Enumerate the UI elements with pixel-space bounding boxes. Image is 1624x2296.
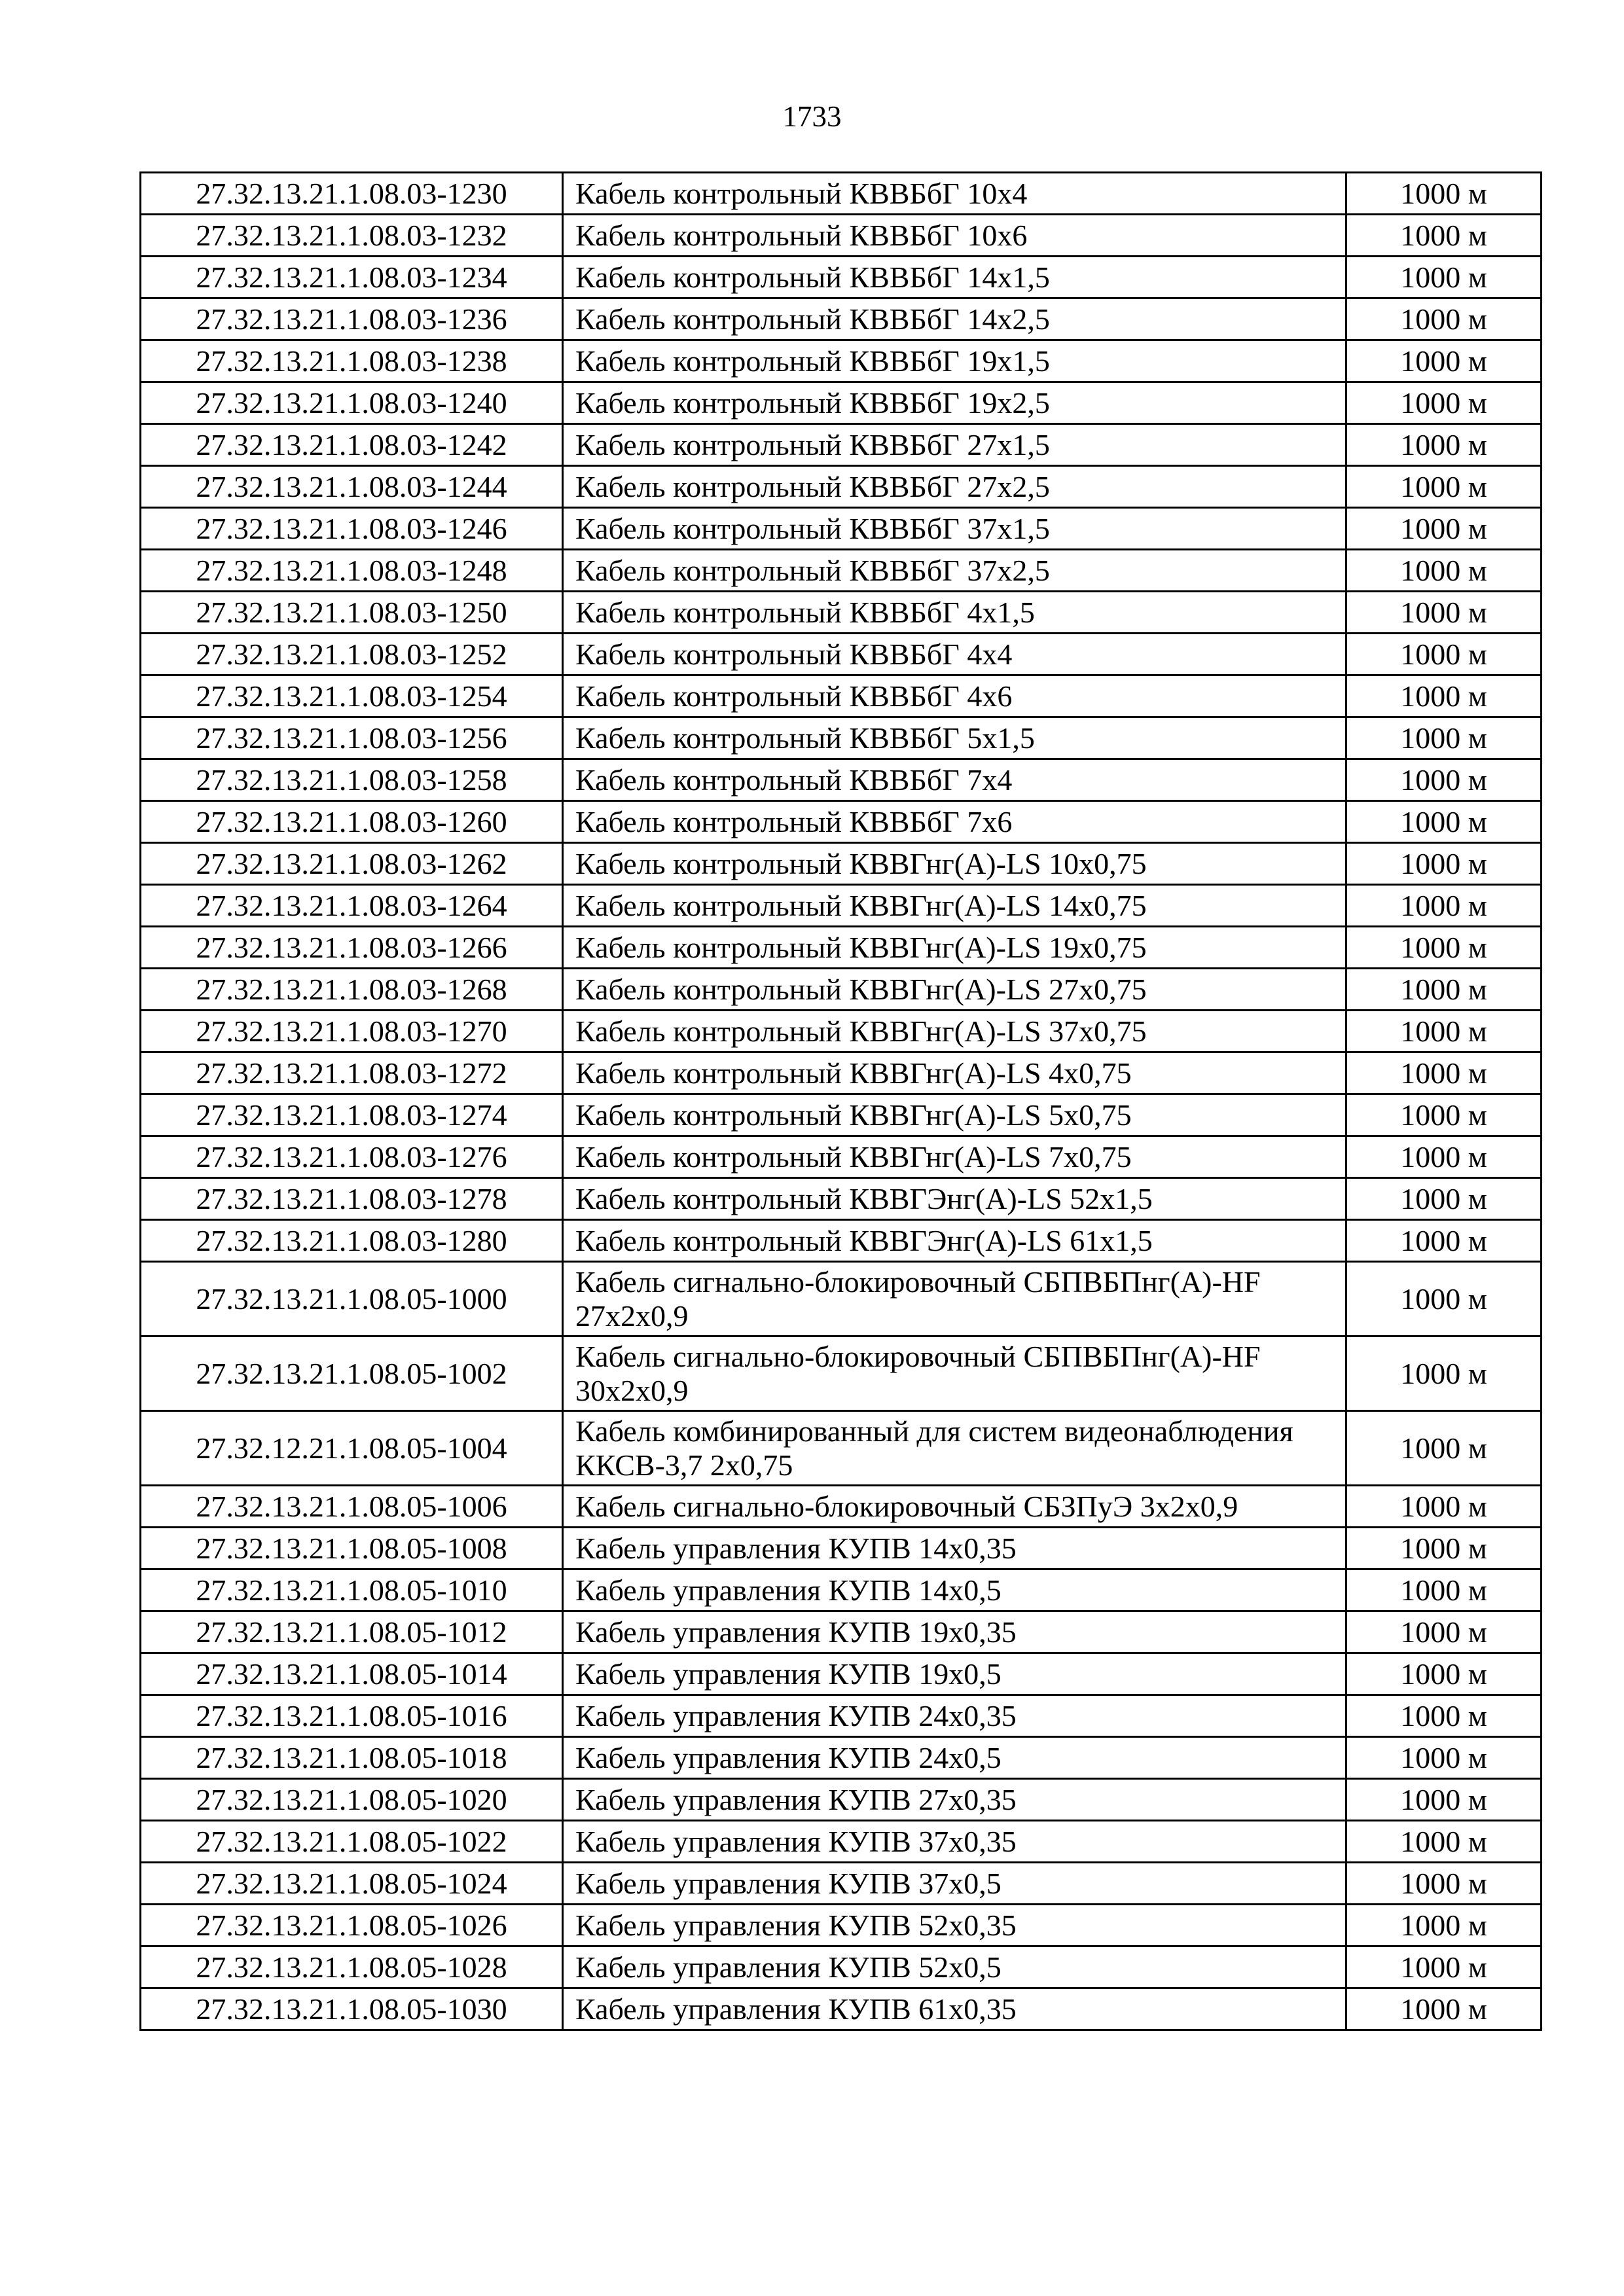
unit-cell: 1000 м: [1346, 1988, 1542, 2030]
unit-cell: 1000 м: [1346, 1821, 1542, 1863]
unit-cell: 1000 м: [1346, 927, 1542, 969]
resource-code-cell: 27.32.13.21.1.08.05-1014: [141, 1653, 563, 1695]
table-row: [141, 592, 1542, 634]
table-row: [141, 1486, 1542, 1528]
unit-cell: 1000 м: [1346, 843, 1542, 885]
resource-code-cell: 27.32.13.21.1.08.03-1260: [141, 801, 563, 843]
table-row: [141, 340, 1542, 382]
unit-cell: 1000 м: [1346, 424, 1542, 466]
table-row: [141, 1136, 1542, 1178]
resource-name-cell: Кабель контрольный КВВГнг(А)-LS 27х0,75: [563, 969, 1346, 1011]
resource-code-cell: 27.32.13.21.1.08.03-1256: [141, 717, 563, 759]
resource-code-cell: 27.32.12.21.1.08.05-1004: [141, 1411, 563, 1486]
table-row: [141, 382, 1542, 424]
unit-cell: 1000 м: [1346, 340, 1542, 382]
resource-name-cell: Кабель комбинированный для систем видеонаблюдения ККСВ-3,7 2х0,75: [563, 1411, 1346, 1486]
resource-name-cell: Кабель контрольный КВВГнг(А)-LS 10х0,75: [563, 843, 1346, 885]
resource-name-cell: Кабель управления КУПВ 37х0,35: [563, 1821, 1346, 1863]
table-row: [141, 1946, 1542, 1988]
table-row: [141, 634, 1542, 675]
unit-cell: 1000 м: [1346, 257, 1542, 298]
resource-name-cell: Кабель контрольный КВВБбГ 27х1,5: [563, 424, 1346, 466]
unit-cell: 1000 м: [1346, 1779, 1542, 1821]
table-row: [141, 1863, 1542, 1905]
table-row: [141, 843, 1542, 885]
resource-code-cell: 27.32.13.21.1.08.03-1272: [141, 1052, 563, 1094]
table-row: [141, 1611, 1542, 1653]
resource-name-cell: Кабель управления КУПВ 19х0,5: [563, 1653, 1346, 1695]
resource-name-cell: Кабель контрольный КВВБбГ 4х4: [563, 634, 1346, 675]
resource-name-cell: Кабель контрольный КВВБбГ 19х2,5: [563, 382, 1346, 424]
table-row: [141, 1570, 1542, 1611]
resource-code-cell: 27.32.13.21.1.08.05-1008: [141, 1528, 563, 1570]
resource-code-cell: 27.32.13.21.1.08.05-1002: [141, 1336, 563, 1411]
resource-code-cell: 27.32.13.21.1.08.05-1026: [141, 1905, 563, 1946]
resource-name-cell: Кабель управления КУПВ 14х0,5: [563, 1570, 1346, 1611]
resource-code-cell: 27.32.13.21.1.08.03-1246: [141, 508, 563, 550]
resource-code-cell: 27.32.13.21.1.08.03-1244: [141, 466, 563, 508]
resource-name-cell: Кабель контрольный КВВБбГ 14х2,5: [563, 298, 1346, 340]
table-row: [141, 257, 1542, 298]
table-row: [141, 1695, 1542, 1737]
resource-code-cell: 27.32.13.21.1.08.03-1266: [141, 927, 563, 969]
unit-cell: 1000 м: [1346, 717, 1542, 759]
table-row: [141, 969, 1542, 1011]
resource-code-cell: 27.32.13.21.1.08.05-1028: [141, 1946, 563, 1988]
resource-name-cell: Кабель контрольный КВВГЭнг(А)-LS 61х1,5: [563, 1220, 1346, 1262]
unit-cell: 1000 м: [1346, 1411, 1542, 1486]
resource-name-cell: Кабель контрольный КВВБбГ 4х6: [563, 675, 1346, 717]
table-row: [141, 1528, 1542, 1570]
resource-code-cell: 27.32.13.21.1.08.03-1252: [141, 634, 563, 675]
unit-cell: 1000 м: [1346, 1611, 1542, 1653]
resource-name-cell: Кабель управления КУПВ 14х0,35: [563, 1528, 1346, 1570]
table-row: [141, 1262, 1542, 1336]
table-row: [141, 1220, 1542, 1262]
resource-code-cell: 27.32.13.21.1.08.03-1238: [141, 340, 563, 382]
resource-name-cell: Кабель контрольный КВВБбГ 27х2,5: [563, 466, 1346, 508]
unit-cell: 1000 м: [1346, 466, 1542, 508]
table-row: [141, 1737, 1542, 1779]
unit-cell: 1000 м: [1346, 634, 1542, 675]
unit-cell: 1000 м: [1346, 1946, 1542, 1988]
resource-code-cell: 27.32.13.21.1.08.03-1232: [141, 215, 563, 257]
resource-name-cell: Кабель контрольный КВВГнг(А)-LS 19х0,75: [563, 927, 1346, 969]
table-row: [141, 466, 1542, 508]
resource-code-cell: 27.32.13.21.1.08.03-1242: [141, 424, 563, 466]
resource-name-cell: Кабель контрольный КВВБбГ 19х1,5: [563, 340, 1346, 382]
resource-name-cell: Кабель контрольный КВВБбГ 7х6: [563, 801, 1346, 843]
resource-code-cell: 27.32.13.21.1.08.05-1020: [141, 1779, 563, 1821]
resource-name-cell: Кабель сигнально-блокировочный СБЗПуЭ 3х2х0,9: [563, 1486, 1346, 1528]
unit-cell: 1000 м: [1346, 173, 1542, 215]
table-row: [141, 1052, 1542, 1094]
resource-name-cell: Кабель контрольный КВВГнг(А)-LS 14х0,75: [563, 885, 1346, 927]
table-row: [141, 1011, 1542, 1052]
resource-name-cell: Кабель управления КУПВ 61х0,35: [563, 1988, 1346, 2030]
resource-code-cell: 27.32.13.21.1.08.03-1254: [141, 675, 563, 717]
page-number: 1733: [782, 100, 842, 133]
table-row: [141, 1653, 1542, 1695]
table-row: [141, 1411, 1542, 1486]
unit-cell: 1000 м: [1346, 298, 1542, 340]
resource-code-cell: 27.32.13.21.1.08.03-1250: [141, 592, 563, 634]
resource-name-cell: Кабель контрольный КВВГнг(А)-LS 5х0,75: [563, 1094, 1346, 1136]
unit-cell: 1000 м: [1346, 675, 1542, 717]
unit-cell: 1000 м: [1346, 1262, 1542, 1336]
resource-name-cell: Кабель управления КУПВ 24х0,35: [563, 1695, 1346, 1737]
resource-name-cell: Кабель контрольный КВВБбГ 4х1,5: [563, 592, 1346, 634]
resource-code-cell: 27.32.13.21.1.08.05-1010: [141, 1570, 563, 1611]
resource-code-cell: 27.32.13.21.1.08.03-1240: [141, 382, 563, 424]
table-row: [141, 298, 1542, 340]
resource-name-cell: Кабель сигнально-блокировочный СБПВБПнг(А)-HF 30х2х0,9: [563, 1336, 1346, 1411]
resource-code-cell: 27.32.13.21.1.08.03-1248: [141, 550, 563, 592]
table-row: [141, 801, 1542, 843]
table-row: [141, 1988, 1542, 2030]
unit-cell: 1000 м: [1346, 550, 1542, 592]
resource-name-cell: Кабель контрольный КВВБбГ 14х1,5: [563, 257, 1346, 298]
unit-cell: 1000 м: [1346, 215, 1542, 257]
unit-cell: 1000 м: [1346, 1528, 1542, 1570]
resource-code-cell: 27.32.13.21.1.08.03-1280: [141, 1220, 563, 1262]
unit-cell: 1000 м: [1346, 1094, 1542, 1136]
unit-cell: 1000 м: [1346, 1863, 1542, 1905]
resource-code-cell: 27.32.13.21.1.08.03-1234: [141, 257, 563, 298]
resource-name-cell: Кабель контрольный КВВБбГ 10х4: [563, 173, 1346, 215]
table-row: [141, 173, 1542, 215]
resource-code-cell: 27.32.13.21.1.08.03-1278: [141, 1178, 563, 1220]
resource-code-cell: 27.32.13.21.1.08.03-1270: [141, 1011, 563, 1052]
unit-cell: 1000 м: [1346, 1737, 1542, 1779]
table-row: [141, 759, 1542, 801]
unit-cell: 1000 м: [1346, 1220, 1542, 1262]
resource-name-cell: Кабель контрольный КВВБбГ 7х4: [563, 759, 1346, 801]
unit-cell: 1000 м: [1346, 1011, 1542, 1052]
resource-name-cell: Кабель контрольный КВВБбГ 10х6: [563, 215, 1346, 257]
resource-name-cell: Кабель контрольный КВВГЭнг(А)-LS 52х1,5: [563, 1178, 1346, 1220]
unit-cell: 1000 м: [1346, 1905, 1542, 1946]
table-row: [141, 675, 1542, 717]
resource-code-cell: 27.32.13.21.1.08.03-1262: [141, 843, 563, 885]
unit-cell: 1000 м: [1346, 1653, 1542, 1695]
resource-name-cell: Кабель сигнально-блокировочный СБПВБПнг(А)-HF 27х2х0,9: [563, 1262, 1346, 1336]
unit-cell: 1000 м: [1346, 1052, 1542, 1094]
resource-name-cell: Кабель управления КУПВ 19х0,35: [563, 1611, 1346, 1653]
resource-code-cell: 27.32.13.21.1.08.05-1022: [141, 1821, 563, 1863]
resource-code-cell: 27.32.13.21.1.08.03-1258: [141, 759, 563, 801]
table-row: [141, 508, 1542, 550]
resource-code-cell: 27.32.13.21.1.08.03-1274: [141, 1094, 563, 1136]
unit-cell: 1000 м: [1346, 1136, 1542, 1178]
resource-code-cell: 27.32.13.21.1.08.03-1264: [141, 885, 563, 927]
unit-cell: 1000 м: [1346, 508, 1542, 550]
resource-code-cell: 27.32.13.21.1.08.05-1024: [141, 1863, 563, 1905]
unit-cell: 1000 м: [1346, 969, 1542, 1011]
table-row: [141, 550, 1542, 592]
resource-name-cell: Кабель контрольный КВВБбГ 37х2,5: [563, 550, 1346, 592]
table-row: [141, 1821, 1542, 1863]
unit-cell: 1000 м: [1346, 1486, 1542, 1528]
table-row: [141, 424, 1542, 466]
resource-name-cell: Кабель контрольный КВВГнг(А)-LS 37х0,75: [563, 1011, 1346, 1052]
table-row: [141, 717, 1542, 759]
unit-cell: 1000 м: [1346, 1178, 1542, 1220]
unit-cell: 1000 м: [1346, 1570, 1542, 1611]
table-row: [141, 927, 1542, 969]
resource-code-cell: 27.32.13.21.1.08.05-1030: [141, 1988, 563, 2030]
resource-name-cell: Кабель управления КУПВ 52х0,35: [563, 1905, 1346, 1946]
unit-cell: 1000 м: [1346, 1336, 1542, 1411]
resource-code-cell: 27.32.13.21.1.08.03-1268: [141, 969, 563, 1011]
resource-name-cell: Кабель управления КУПВ 52х0,5: [563, 1946, 1346, 1988]
table-row: [141, 1178, 1542, 1220]
resource-code-cell: 27.32.13.21.1.08.05-1016: [141, 1695, 563, 1737]
unit-cell: 1000 м: [1346, 801, 1542, 843]
resource-code-cell: 27.32.13.21.1.08.05-1000: [141, 1262, 563, 1336]
unit-cell: 1000 м: [1346, 592, 1542, 634]
table-row: [141, 1094, 1542, 1136]
table-row: [141, 885, 1542, 927]
resource-code-cell: 27.32.13.21.1.08.03-1236: [141, 298, 563, 340]
resource-name-cell: Кабель управления КУПВ 24х0,5: [563, 1737, 1346, 1779]
table-row: [141, 1905, 1542, 1946]
table-row: [141, 1779, 1542, 1821]
unit-cell: 1000 м: [1346, 382, 1542, 424]
resource-code-cell: 27.32.13.21.1.08.05-1012: [141, 1611, 563, 1653]
resource-name-cell: Кабель контрольный КВВБбГ 5х1,5: [563, 717, 1346, 759]
table-body: [141, 173, 1542, 2030]
resource-code-cell: 27.32.13.21.1.08.03-1230: [141, 173, 563, 215]
unit-cell: 1000 м: [1346, 885, 1542, 927]
resource-name-cell: Кабель контрольный КВВГнг(А)-LS 7х0,75: [563, 1136, 1346, 1178]
resource-code-cell: 27.32.13.21.1.08.05-1018: [141, 1737, 563, 1779]
resource-code-cell: 27.32.13.21.1.08.03-1276: [141, 1136, 563, 1178]
table-row: [141, 215, 1542, 257]
unit-cell: 1000 м: [1346, 759, 1542, 801]
table-row: [141, 1336, 1542, 1411]
resource-code-cell: 27.32.13.21.1.08.05-1006: [141, 1486, 563, 1528]
resource-name-cell: Кабель управления КУПВ 27х0,35: [563, 1779, 1346, 1821]
unit-cell: 1000 м: [1346, 1695, 1542, 1737]
resource-table: [139, 171, 1542, 2031]
resource-name-cell: Кабель контрольный КВВБбГ 37х1,5: [563, 508, 1346, 550]
resource-name-cell: Кабель управления КУПВ 37х0,5: [563, 1863, 1346, 1905]
resource-name-cell: Кабель контрольный КВВГнг(А)-LS 4х0,75: [563, 1052, 1346, 1094]
